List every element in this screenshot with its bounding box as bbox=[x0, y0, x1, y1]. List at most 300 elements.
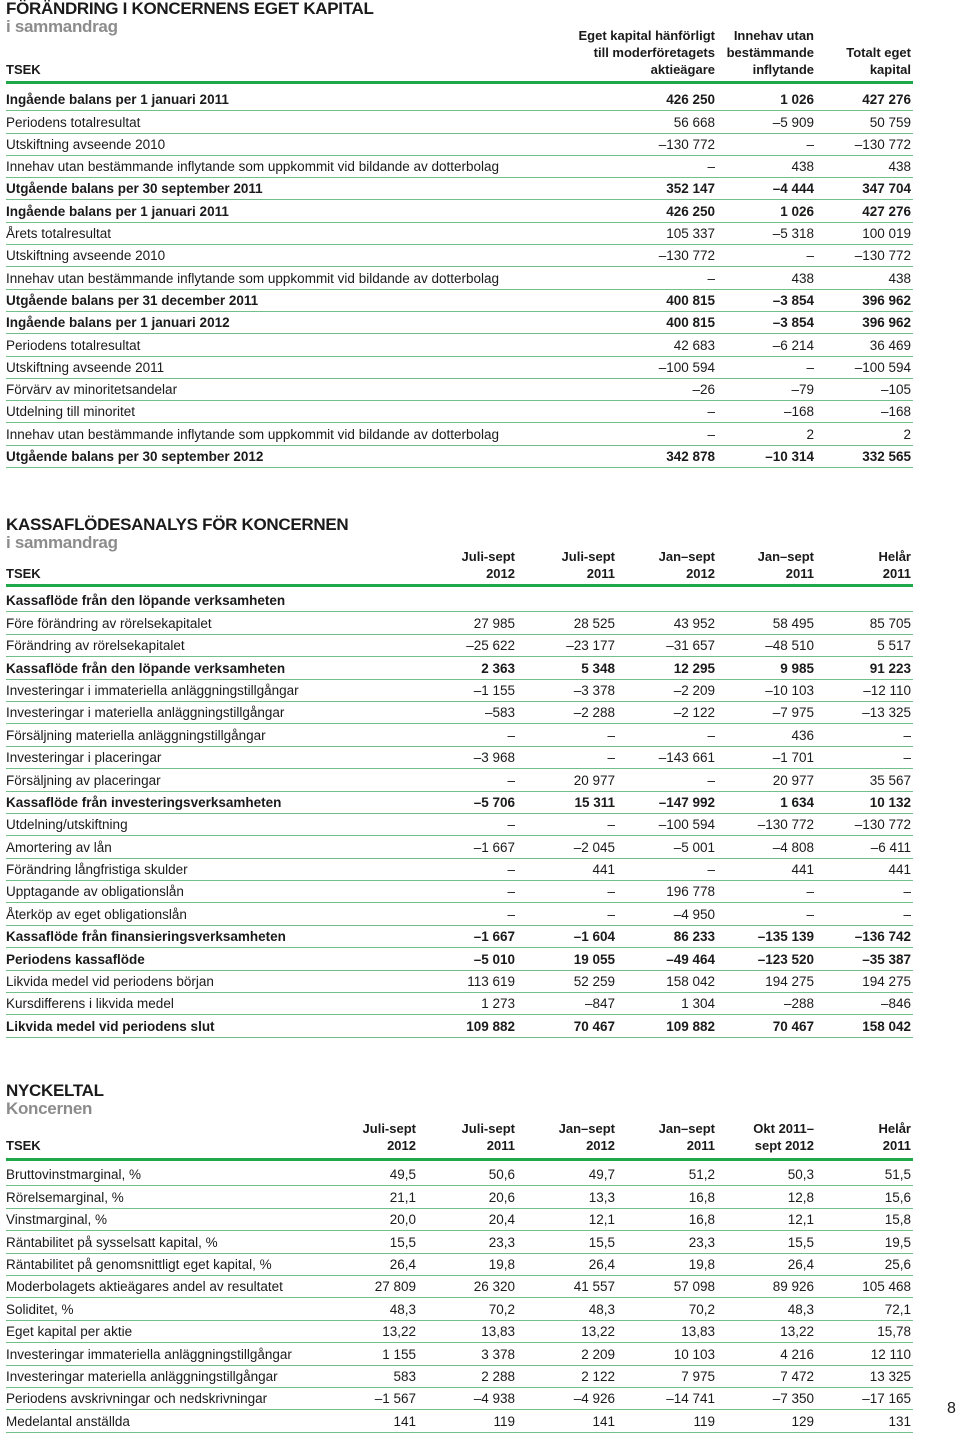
cashflow-cell: 441 bbox=[592, 862, 615, 878]
keyfigures-col-header-line: Juli-sept bbox=[461, 1121, 515, 1136]
cashflow-cell: –2 288 bbox=[573, 705, 615, 721]
keyfigures-cell: 26,4 bbox=[588, 1256, 615, 1272]
cashflow-cell: 91 223 bbox=[869, 660, 911, 676]
cashflow-col-header bbox=[415, 548, 515, 582]
equity-cell: – bbox=[806, 136, 814, 152]
keyfigures-cell: 7 975 bbox=[681, 1368, 715, 1384]
keyfigures-cell: 119 bbox=[493, 1413, 515, 1429]
keyfigures-cell: 15,5 bbox=[787, 1234, 814, 1250]
cashflow-cell: – bbox=[607, 750, 615, 766]
equity-row-label: Utgående balans per 30 september 2011 bbox=[6, 181, 263, 197]
keyfigures-cell: 13,22 bbox=[780, 1324, 814, 1340]
equity-row-label: Utgående balans per 31 december 2011 bbox=[6, 292, 259, 308]
keyfigures-table-row bbox=[6, 1186, 913, 1208]
equity-cell: 426 250 bbox=[666, 203, 715, 219]
equity-table-row bbox=[6, 156, 913, 178]
equity-table-row bbox=[6, 401, 913, 423]
cashflow-cell: 1 634 bbox=[780, 794, 814, 810]
cashflow-cell: – bbox=[903, 727, 911, 743]
keyfigures-table-row bbox=[6, 1231, 913, 1253]
equity-row-label: Förvärv av minoritetsandelar bbox=[6, 382, 178, 398]
keyfigures-cell: 3 378 bbox=[481, 1346, 515, 1362]
equity-header-rule bbox=[6, 81, 913, 84]
equity-subtitle: i sammandrag bbox=[6, 17, 118, 36]
equity-cell: – bbox=[707, 404, 715, 420]
cashflow-cell: –4 808 bbox=[772, 839, 814, 855]
cashflow-cell: – bbox=[806, 884, 814, 900]
cashflow-row-label: Försäljning av placeringar bbox=[6, 772, 161, 788]
equity-col-header-line: Eget kapital hänförligt bbox=[578, 28, 715, 43]
keyfigures-cell: 20,0 bbox=[389, 1212, 416, 1228]
equity-cell: – bbox=[707, 426, 715, 442]
keyfigures-col-header-line: Jan–sept bbox=[558, 1121, 615, 1136]
cashflow-cell: 194 275 bbox=[765, 974, 814, 990]
cashflow-cell: 70 467 bbox=[573, 1018, 615, 1034]
cashflow-cell: –31 657 bbox=[666, 638, 715, 654]
keyfigures-table-row bbox=[6, 1343, 913, 1365]
cashflow-cell: – bbox=[507, 727, 515, 743]
keyfigures-cell: 20,4 bbox=[488, 1212, 515, 1228]
cashflow-cell: –123 520 bbox=[757, 951, 814, 967]
cashflow-cell: –5 706 bbox=[473, 794, 515, 810]
cashflow-cell: 27 985 bbox=[473, 615, 515, 631]
cashflow-col-header-line: Helår bbox=[878, 549, 911, 564]
cashflow-cell: – bbox=[607, 906, 615, 922]
cashflow-cell: 20 977 bbox=[573, 772, 615, 788]
cashflow-cell: –847 bbox=[584, 996, 615, 1012]
equity-col-header bbox=[714, 27, 814, 78]
cashflow-row-label: Periodens kassaflöde bbox=[6, 951, 145, 967]
keyfigures-table-row bbox=[6, 1388, 913, 1410]
keyfigures-cell: 2 288 bbox=[481, 1368, 515, 1384]
equity-col-header-line: aktieägare bbox=[650, 62, 715, 77]
cashflow-table-row bbox=[6, 590, 913, 612]
cashflow-col-header-line: 2011 bbox=[586, 566, 615, 581]
keyfigures-cell: 15,6 bbox=[884, 1189, 911, 1205]
keyfigures-cell: 105 468 bbox=[862, 1279, 911, 1295]
keyfigures-col-header bbox=[316, 1120, 416, 1154]
keyfigures-cell: 26 320 bbox=[473, 1279, 515, 1295]
cashflow-table-row bbox=[6, 881, 913, 903]
equity-section bbox=[6, 0, 913, 468]
keyfigures-cell: 13,3 bbox=[588, 1189, 615, 1205]
keyfigures-header-rule bbox=[6, 1158, 913, 1161]
keyfigures-cell: 89 926 bbox=[772, 1279, 814, 1295]
keyfigures-cell: 51,5 bbox=[884, 1167, 911, 1183]
cashflow-row-label: Investeringar i placeringar bbox=[6, 750, 162, 766]
cashflow-table-row bbox=[6, 612, 913, 634]
keyfigures-cell: 13,83 bbox=[681, 1324, 715, 1340]
keyfigures-col-header bbox=[714, 1120, 814, 1154]
keyfigures-cell: 70,2 bbox=[688, 1301, 715, 1317]
keyfigures-row-label: Periodens avskrivningar och nedskrivningar bbox=[6, 1391, 268, 1407]
keyfigures-cell: 21,1 bbox=[389, 1189, 416, 1205]
cashflow-cell: –3 378 bbox=[573, 682, 615, 698]
keyfigures-title: NYCKELTAL bbox=[6, 1081, 104, 1100]
keyfigures-table-row bbox=[6, 1209, 913, 1231]
equity-title: FÖRÄNDRING I KONCERNENS EGET KAPITAL bbox=[6, 0, 374, 18]
cashflow-table-row bbox=[6, 859, 913, 881]
keyfigures-table-row bbox=[6, 1410, 913, 1432]
keyfigures-cell: 12 110 bbox=[870, 1346, 911, 1362]
equity-cell: 2 bbox=[903, 426, 911, 442]
cashflow-cell: 5 517 bbox=[877, 638, 911, 654]
cashflow-cell: – bbox=[903, 906, 911, 922]
equity-col-header-line: bestämmande bbox=[726, 45, 814, 60]
keyfigures-cell: 7 472 bbox=[780, 1368, 814, 1384]
cashflow-table-row bbox=[6, 926, 913, 948]
cashflow-table-row bbox=[6, 948, 913, 970]
keyfigures-cell: 72,1 bbox=[884, 1301, 911, 1317]
keyfigures-subtitle: Koncernen bbox=[6, 1099, 93, 1118]
keyfigures-cell: 20,6 bbox=[488, 1189, 515, 1205]
keyfigures-table-row bbox=[6, 1254, 913, 1276]
equity-cell: –3 854 bbox=[772, 315, 814, 331]
cashflow-cell: 1 273 bbox=[481, 996, 515, 1012]
cashflow-cell: –130 772 bbox=[854, 817, 911, 833]
equity-cell: – bbox=[707, 270, 715, 286]
keyfigures-table-row bbox=[6, 1164, 913, 1186]
cashflow-col-header bbox=[714, 548, 814, 582]
cashflow-header-rule bbox=[6, 584, 913, 587]
cashflow-col-header-line: Juli-sept bbox=[561, 549, 615, 564]
cashflow-cell: –100 594 bbox=[658, 817, 715, 833]
keyfigures-table-body bbox=[6, 1164, 913, 1433]
cashflow-cell: –12 110 bbox=[863, 682, 911, 698]
equity-row-label: Innehav utan bestämmande inflytande som uppkommit vid bildande av dotterbolag bbox=[6, 159, 500, 175]
equity-cell: 100 019 bbox=[862, 226, 911, 242]
keyfigures-cell: 119 bbox=[693, 1413, 715, 1429]
equity-col-header-line: inflytande bbox=[752, 62, 814, 77]
keyfigures-col-header-line: 2012 bbox=[586, 1138, 615, 1153]
cashflow-row-label: Förändring långfristiga skulder bbox=[6, 862, 188, 878]
equity-cell: 1 026 bbox=[780, 92, 814, 108]
equity-col-header-line: till moderföretagets bbox=[593, 45, 715, 60]
equity-cell: 1 026 bbox=[780, 203, 814, 219]
cashflow-row-label: Kursdifferens i likvida medel bbox=[6, 996, 174, 1012]
cashflow-cell: –7 975 bbox=[772, 705, 814, 721]
keyfigures-header bbox=[6, 1120, 913, 1154]
equity-cell: 332 565 bbox=[862, 449, 911, 465]
keyfigures-table-row bbox=[6, 1321, 913, 1343]
cashflow-cell: –2 045 bbox=[573, 839, 615, 855]
equity-col-header-line: Innehav utan bbox=[733, 28, 814, 43]
keyfigures-col-header-line: Helår bbox=[878, 1121, 911, 1136]
cashflow-table-row bbox=[6, 724, 913, 746]
cashflow-row-label: Likvida medel vid periodens slut bbox=[6, 1018, 215, 1034]
equity-cell: 396 962 bbox=[862, 315, 911, 331]
keyfigures-cell: 26,4 bbox=[787, 1256, 814, 1272]
equity-cell: –5 909 bbox=[772, 114, 814, 130]
cashflow-table-row bbox=[6, 814, 913, 836]
equity-row-label: Årets totalresultat bbox=[6, 226, 112, 242]
cashflow-cell: 86 233 bbox=[673, 929, 715, 945]
equity-row-label: Utgående balans per 30 september 2012 bbox=[6, 449, 264, 465]
cashflow-row-label: Kassaflöde från den löpande verksamheten bbox=[6, 660, 286, 676]
cashflow-table-body bbox=[6, 590, 913, 1038]
cashflow-col-header-line: 2012 bbox=[686, 566, 715, 581]
equity-cell: 50 759 bbox=[869, 114, 911, 130]
keyfigures-col-header-line: 2012 bbox=[387, 1138, 416, 1153]
keyfigures-col-header bbox=[615, 1120, 715, 1154]
equity-cell: 438 bbox=[791, 270, 814, 286]
cashflow-cell: –3 968 bbox=[473, 750, 515, 766]
keyfigures-section bbox=[6, 1082, 913, 1433]
cashflow-subtitle: i sammandrag bbox=[6, 533, 118, 552]
keyfigures-cell: 49,7 bbox=[588, 1167, 615, 1183]
equity-row-label: Utskiftning avseende 2010 bbox=[6, 248, 166, 264]
equity-cell: –5 318 bbox=[772, 226, 814, 242]
cashflow-tsek-label: TSEK bbox=[6, 566, 41, 581]
cashflow-row-label: Amortering av lån bbox=[6, 839, 112, 855]
equity-table-row bbox=[6, 200, 913, 222]
keyfigures-row-label: Vinstmarginal, % bbox=[6, 1212, 108, 1228]
equity-row-label: Utdelning till minoritet bbox=[6, 404, 136, 420]
cashflow-row-label: Försäljning materiella anläggningstillgångar bbox=[6, 727, 266, 743]
keyfigures-row-label: Rörelsemarginal, % bbox=[6, 1189, 124, 1205]
equity-tsek-label: TSEK bbox=[6, 62, 41, 77]
equity-cell: – bbox=[806, 359, 814, 375]
keyfigures-cell: 49,5 bbox=[389, 1167, 416, 1183]
cashflow-table-row bbox=[6, 903, 913, 925]
cashflow-cell: –147 992 bbox=[658, 794, 715, 810]
cashflow-cell: – bbox=[903, 750, 911, 766]
equity-table-row bbox=[6, 312, 913, 334]
cashflow-cell: 109 882 bbox=[466, 1018, 515, 1034]
keyfigures-table-row bbox=[6, 1298, 913, 1320]
cashflow-table-row bbox=[6, 657, 913, 679]
cashflow-table-row bbox=[6, 635, 913, 657]
equity-col-header-line: kapital bbox=[869, 62, 911, 77]
keyfigures-row-label: Eget kapital per aktie bbox=[6, 1324, 133, 1340]
cashflow-cell: –6 411 bbox=[870, 839, 911, 855]
equity-row-label: Ingående balans per 1 januari 2011 bbox=[6, 92, 229, 108]
keyfigures-cell: 15,5 bbox=[588, 1234, 615, 1250]
keyfigures-cell: 12,8 bbox=[787, 1189, 814, 1205]
cashflow-cell: – bbox=[507, 906, 515, 922]
cashflow-cell: – bbox=[707, 727, 715, 743]
equity-cell: 438 bbox=[888, 159, 911, 175]
cashflow-cell: – bbox=[903, 884, 911, 900]
cashflow-table-row bbox=[6, 747, 913, 769]
equity-cell: 427 276 bbox=[862, 92, 911, 108]
equity-col-header-line: Totalt eget bbox=[846, 45, 911, 60]
cashflow-cell: 2 363 bbox=[481, 660, 515, 676]
keyfigures-cell: 26,4 bbox=[389, 1256, 416, 1272]
keyfigures-cell: 13,83 bbox=[481, 1324, 515, 1340]
keyfigures-cell: 25,6 bbox=[884, 1256, 911, 1272]
cashflow-table-row bbox=[6, 993, 913, 1015]
cashflow-cell: –1 155 bbox=[473, 682, 515, 698]
equity-cell: 2 bbox=[806, 426, 814, 442]
keyfigures-col-header bbox=[415, 1120, 515, 1154]
cashflow-cell: –25 622 bbox=[466, 638, 515, 654]
equity-cell: 347 704 bbox=[862, 181, 911, 197]
equity-cell: – bbox=[806, 248, 814, 264]
cashflow-cell: –288 bbox=[783, 996, 814, 1012]
cashflow-cell: 35 567 bbox=[869, 772, 911, 788]
cashflow-col-header-line: 2012 bbox=[486, 566, 515, 581]
cashflow-col-header bbox=[615, 548, 715, 582]
equity-row-label: Periodens totalresultat bbox=[6, 114, 141, 130]
cashflow-table-row bbox=[6, 702, 913, 724]
cashflow-cell: 194 275 bbox=[862, 974, 911, 990]
keyfigures-cell: 2 209 bbox=[581, 1346, 615, 1362]
equity-cell: –6 214 bbox=[772, 337, 814, 353]
equity-row-label: Utskiftning avseende 2010 bbox=[6, 136, 166, 152]
equity-cell: –3 854 bbox=[772, 292, 814, 308]
equity-cell: 396 962 bbox=[862, 292, 911, 308]
cashflow-cell: 441 bbox=[791, 862, 814, 878]
cashflow-cell: –583 bbox=[484, 705, 515, 721]
keyfigures-cell: 23,3 bbox=[688, 1234, 715, 1250]
equity-table-row bbox=[6, 290, 913, 312]
keyfigures-cell: 41 557 bbox=[573, 1279, 615, 1295]
equity-col-header bbox=[515, 27, 715, 78]
cashflow-cell: – bbox=[607, 817, 615, 833]
equity-table-row bbox=[6, 134, 913, 156]
cashflow-cell: –136 742 bbox=[854, 929, 911, 945]
equity-table-row bbox=[6, 89, 913, 111]
equity-cell: 342 878 bbox=[666, 449, 715, 465]
equity-col-header bbox=[811, 44, 911, 78]
equity-row-label: Innehav utan bestämmande inflytande som uppkommit vid bildande av dotterbolag bbox=[6, 270, 500, 286]
equity-cell: 56 668 bbox=[673, 114, 715, 130]
keyfigures-cell: 51,2 bbox=[688, 1167, 715, 1183]
equity-table-row bbox=[6, 178, 913, 200]
keyfigures-table-row bbox=[6, 1366, 913, 1388]
keyfigures-cell: 15,8 bbox=[884, 1212, 911, 1228]
cashflow-cell: 85 705 bbox=[869, 615, 911, 631]
equity-row-label: Utskiftning avseende 2011 bbox=[6, 359, 165, 375]
equity-cell: 36 469 bbox=[869, 337, 911, 353]
cashflow-cell: –13 325 bbox=[862, 705, 911, 721]
cashflow-cell: –5 001 bbox=[673, 839, 715, 855]
keyfigures-cell: 48,3 bbox=[389, 1301, 416, 1317]
equity-table-body bbox=[6, 89, 913, 468]
equity-table-row bbox=[6, 267, 913, 289]
equity-cell: 438 bbox=[888, 270, 911, 286]
cashflow-row-label: Förändring av rörelsekapitalet bbox=[6, 638, 185, 654]
keyfigures-cell: 23,3 bbox=[488, 1234, 515, 1250]
page-number: 8 bbox=[947, 1400, 956, 1417]
cashflow-cell: –846 bbox=[880, 996, 911, 1012]
cashflow-cell: –135 139 bbox=[757, 929, 814, 945]
equity-cell: 42 683 bbox=[673, 337, 715, 353]
cashflow-cell: 158 042 bbox=[666, 974, 715, 990]
cashflow-col-header bbox=[811, 548, 911, 582]
keyfigures-cell: 15,78 bbox=[877, 1324, 911, 1340]
cashflow-cell: 10 132 bbox=[869, 794, 911, 810]
cashflow-cell: 70 467 bbox=[772, 1018, 814, 1034]
cashflow-cell: – bbox=[806, 906, 814, 922]
keyfigures-cell: 129 bbox=[791, 1413, 814, 1429]
equity-cell: 400 815 bbox=[666, 292, 715, 308]
keyfigures-row-label: Räntabilitet på sysselsatt kapital, % bbox=[6, 1234, 218, 1250]
equity-cell: –100 594 bbox=[854, 359, 911, 375]
keyfigures-cell: 2 122 bbox=[581, 1368, 615, 1384]
keyfigures-cell: 1 155 bbox=[382, 1346, 416, 1362]
cashflow-cell: –130 772 bbox=[757, 817, 814, 833]
cashflow-cell: – bbox=[707, 862, 715, 878]
cashflow-cell: –1 667 bbox=[473, 929, 515, 945]
equity-cell: 352 147 bbox=[666, 181, 715, 197]
keyfigures-col-header-line: Juli-sept bbox=[362, 1121, 416, 1136]
cashflow-cell: – bbox=[507, 862, 515, 878]
equity-table-row bbox=[6, 446, 913, 468]
equity-table-row bbox=[6, 357, 913, 379]
keyfigures-cell: 15,5 bbox=[389, 1234, 416, 1250]
cashflow-table-row bbox=[6, 836, 913, 858]
cashflow-cell: –1 667 bbox=[473, 839, 515, 855]
equity-cell: –26 bbox=[692, 382, 715, 398]
keyfigures-cell: 16,8 bbox=[688, 1212, 715, 1228]
keyfigures-col-header bbox=[811, 1120, 911, 1154]
cashflow-cell: 43 952 bbox=[673, 615, 715, 631]
equity-cell: – bbox=[707, 159, 715, 175]
equity-cell: –130 772 bbox=[854, 136, 911, 152]
cashflow-cell: –49 464 bbox=[666, 951, 715, 967]
keyfigures-cell: –4 926 bbox=[573, 1391, 615, 1407]
cashflow-cell: – bbox=[507, 772, 515, 788]
keyfigures-cell: 48,3 bbox=[588, 1301, 615, 1317]
keyfigures-cell: 48,3 bbox=[787, 1301, 814, 1317]
cashflow-cell: –2 122 bbox=[673, 705, 715, 721]
cashflow-header bbox=[6, 548, 913, 582]
keyfigures-row-label: Bruttovinstmarginal, % bbox=[6, 1167, 142, 1183]
cashflow-row-label: Likvida medel vid periodens början bbox=[6, 974, 214, 990]
equity-row-label: Innehav utan bestämmande inflytande som uppkommit vid bildande av dotterbolag bbox=[6, 426, 500, 442]
equity-cell: –105 bbox=[880, 382, 911, 398]
cashflow-row-label: Investeringar i materiella anläggningstillgångar bbox=[6, 705, 285, 721]
cashflow-cell: – bbox=[507, 884, 515, 900]
cashflow-cell: –35 387 bbox=[862, 951, 911, 967]
keyfigures-row-label: Medelantal anställda bbox=[6, 1413, 130, 1429]
equity-cell: –130 772 bbox=[854, 248, 911, 264]
cashflow-cell: 20 977 bbox=[772, 772, 814, 788]
cashflow-cell: –4 950 bbox=[673, 906, 715, 922]
keyfigures-col-header bbox=[515, 1120, 615, 1154]
cashflow-row-label: Investeringar i immateriella anläggningstillgångar bbox=[6, 682, 299, 698]
cashflow-section bbox=[6, 516, 913, 1038]
equity-cell: 438 bbox=[791, 159, 814, 175]
keyfigures-row-label: Soliditet, % bbox=[6, 1301, 74, 1317]
equity-table-row bbox=[6, 423, 913, 445]
cashflow-cell: 19 055 bbox=[573, 951, 615, 967]
equity-row-label: Ingående balans per 1 januari 2011 bbox=[6, 203, 229, 219]
cashflow-row-label: Före förändring av rörelsekapitalet bbox=[6, 615, 212, 631]
keyfigures-cell: 19,8 bbox=[688, 1256, 715, 1272]
keyfigures-row-label: Moderbolagets aktieägares andel av resultatet bbox=[6, 1279, 283, 1295]
equity-row-label: Periodens totalresultat bbox=[6, 337, 141, 353]
keyfigures-cell: 12,1 bbox=[787, 1212, 814, 1228]
cashflow-col-header-line: Jan–sept bbox=[757, 549, 814, 564]
cashflow-cell: – bbox=[707, 772, 715, 788]
keyfigures-col-header-line: 2011 bbox=[882, 1138, 911, 1153]
keyfigures-tsek-label: TSEK bbox=[6, 1138, 41, 1153]
cashflow-cell: –1 604 bbox=[573, 929, 615, 945]
keyfigures-cell: –4 938 bbox=[473, 1391, 515, 1407]
cashflow-cell: 436 bbox=[791, 727, 814, 743]
cashflow-table-row bbox=[6, 1015, 913, 1037]
cashflow-cell: 12 295 bbox=[673, 660, 715, 676]
cashflow-col-header-line: 2011 bbox=[882, 566, 911, 581]
cashflow-row-label: Kassaflöde från finansieringsverksamheten bbox=[6, 929, 286, 945]
equity-table-row bbox=[6, 334, 913, 356]
keyfigures-cell: 50,6 bbox=[488, 1167, 515, 1183]
keyfigures-cell: –14 741 bbox=[666, 1391, 715, 1407]
keyfigures-col-header-line: Okt 2011– bbox=[753, 1121, 814, 1136]
